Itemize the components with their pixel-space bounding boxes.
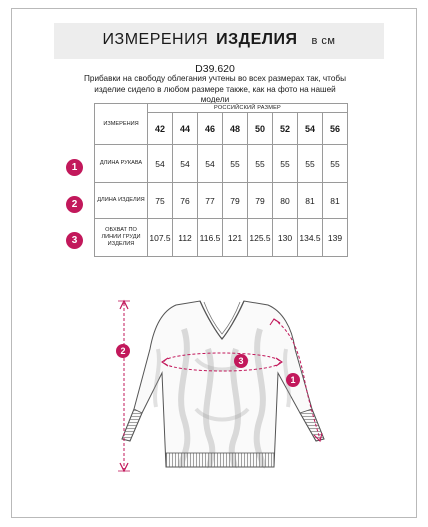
table-cell: 139: [323, 219, 348, 257]
table-cell: 134.5: [298, 219, 323, 257]
size-header: 48: [223, 113, 248, 145]
title-unit: в см: [311, 35, 336, 47]
table-row: [95, 183, 348, 219]
table-row: [95, 219, 348, 257]
table-cell: 79: [248, 183, 273, 219]
size-header: 50: [248, 113, 273, 145]
table-cell: 76: [173, 183, 198, 219]
row-label: ОБХВАТ ПО ЛИНИИ ГРУДИ ИЗДЕЛИЯ: [95, 219, 148, 257]
page-title: [54, 31, 384, 49]
measure-marker-3: 3: [234, 354, 248, 368]
row-number-badge: 2: [66, 196, 83, 213]
sweater-illustration: [12, 289, 418, 514]
table-cell: 112: [173, 219, 198, 257]
size-group-header: РОССИЙСКИЙ РАЗМЕР: [148, 104, 348, 113]
corner-label: ИЗМЕРЕНИЯ: [95, 104, 148, 145]
size-header: 54: [298, 113, 323, 145]
fit-note: Прибавки на свободу облегания учтены во всех размерах так, чтобы изделие сидело в любом размере также, как на фото на нашей модели: [84, 74, 346, 104]
size-header: 52: [273, 113, 298, 145]
table-cell: 81: [298, 183, 323, 219]
size-header: 44: [173, 113, 198, 145]
size-header: 56: [323, 113, 348, 145]
table-cell: 54: [173, 145, 198, 183]
size-chart-card: [11, 8, 417, 518]
row-number-badge: 3: [66, 232, 83, 249]
title-garment: ИЗДЕЛИЯ: [216, 31, 298, 48]
table-cell: 75: [148, 183, 173, 219]
table-cell: 107.5: [148, 219, 173, 257]
table-row: [95, 145, 348, 183]
title-bar: [54, 23, 384, 59]
table-cell: 80: [273, 183, 298, 219]
row-number-badge: 1: [66, 159, 83, 176]
table-cell: 116.5: [198, 219, 223, 257]
table-cell: 130: [273, 219, 298, 257]
sweater-icon: [12, 289, 418, 514]
table-cell: 81: [323, 183, 348, 219]
table-cell: 55: [223, 145, 248, 183]
table-cell: 77: [198, 183, 223, 219]
table-cell: 54: [198, 145, 223, 183]
size-header: 46: [198, 113, 223, 145]
table-cell: 55: [273, 145, 298, 183]
table-cell: 79: [223, 183, 248, 219]
row-label: ДЛИНА ИЗДЕЛИЯ: [95, 183, 148, 219]
table-cell: 55: [298, 145, 323, 183]
table-cell: 125.5: [248, 219, 273, 257]
table-cell: 55: [248, 145, 273, 183]
table-cell: 55: [323, 145, 348, 183]
article-number: D39.620: [195, 63, 235, 75]
size-header: 42: [148, 113, 173, 145]
measure-marker-1: 1: [286, 373, 300, 387]
size-table: [94, 103, 348, 257]
table-cell: 54: [148, 145, 173, 183]
measure-marker-2: 2: [116, 344, 130, 358]
table-cell: 121: [223, 219, 248, 257]
title-measurements: ИЗМЕРЕНИЯ: [102, 31, 209, 48]
row-label: ДЛИНА РУКАВА: [95, 145, 148, 183]
